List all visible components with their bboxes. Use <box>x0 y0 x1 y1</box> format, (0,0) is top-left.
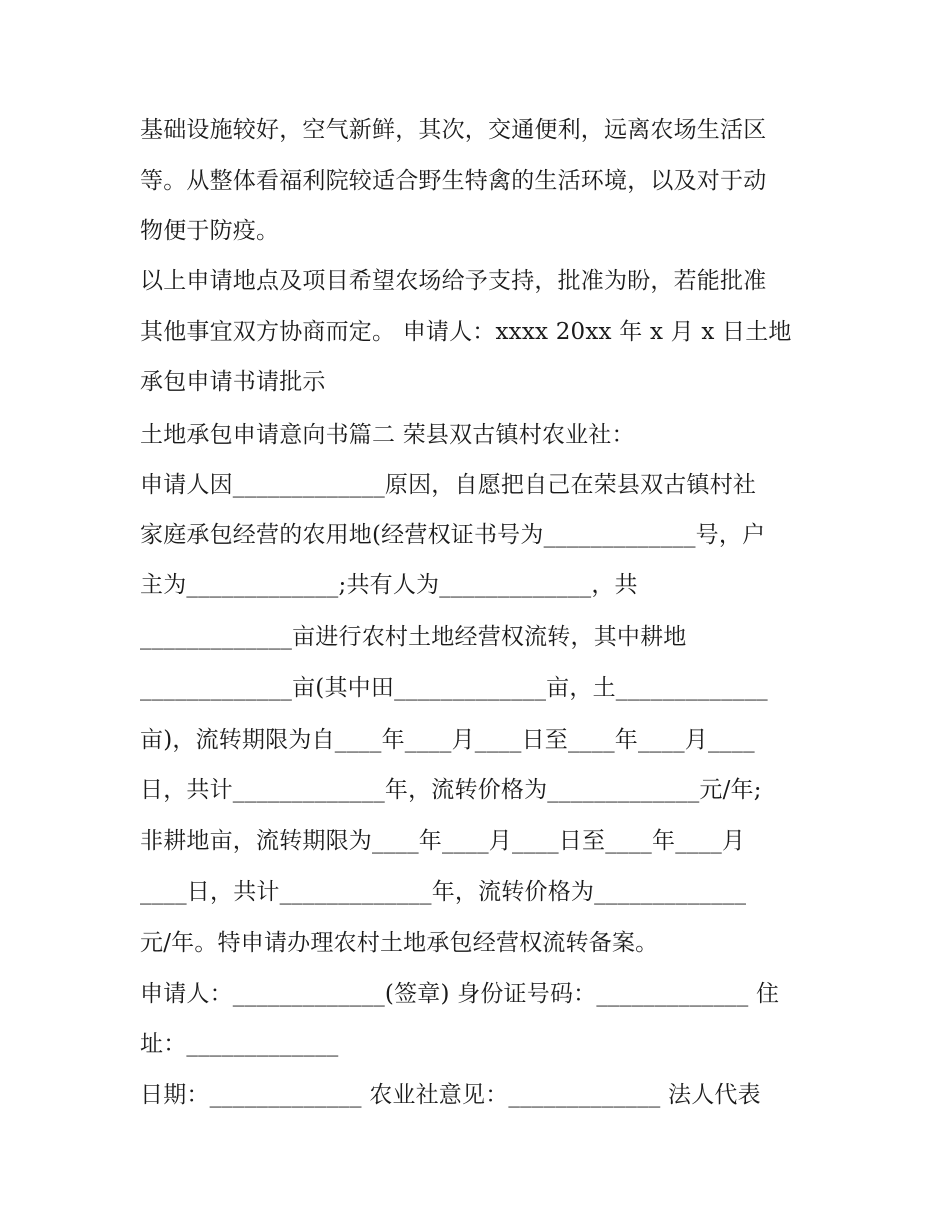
text-line-12: _____________亩(其中田_____________亩，土_____________ <box>140 675 768 701</box>
text-line-1: 基础设施较好，空气新鲜，其次，交通便利，远离农场生活区 <box>140 117 767 143</box>
text-line-11: _____________亩进行农村土地经营权流转，其中耕地 <box>140 624 687 650</box>
text-line-2: 等。从整体看福利院较适合野生特禽的生活环境，以及对于动 <box>140 168 767 194</box>
text-line-20: 日期：_____________ 农业社意见：_____________ 法人代表 <box>140 1082 761 1108</box>
text-line-16: ____日，共计_____________年，流转价格为_____________ <box>140 879 747 905</box>
text-line-3: 物便于防疫。 <box>140 218 280 244</box>
text-line-10: 主为_____________;共有人为_____________，共 <box>140 572 638 598</box>
text-line-17: 元/年。特申请办理农村土地承包经营权流转备案。 <box>140 930 659 956</box>
text-line-15: 非耕地亩，流转期限为____年____月____日至____年____月 <box>140 828 746 854</box>
text-line-8: 申请人因_____________原因，自愿把自己在荣县双古镇村社 <box>140 472 757 498</box>
text-line-18: 申请人：_____________(签章) 身份证号码：_____________ 住 <box>140 981 780 1007</box>
text-line-4: 以上申请地点及项目希望农场给予支持，批准为盼，若能批准 <box>140 268 767 294</box>
text-line-9: 家庭承包经营的农用地(经营权证书号为_____________号，户 <box>140 522 766 548</box>
text-line-7: 土地承包申请意向书篇二 荣县双古镇村农业社： <box>140 422 635 448</box>
text-line-19: 址：_____________ <box>140 1031 339 1057</box>
text-line-6: 承包申请书请批示 <box>140 369 326 395</box>
text-line-13: 亩)，流转期限为自____年____月____日至____年____月____ <box>140 727 755 753</box>
text-line-14: 日，共计_____________年，流转价格为_____________元/年; <box>140 777 762 803</box>
text-line-5: 其他事宜双方协商而定。 申请人：xxxx 20xx 年 x 月 x 日土地 <box>140 319 792 345</box>
